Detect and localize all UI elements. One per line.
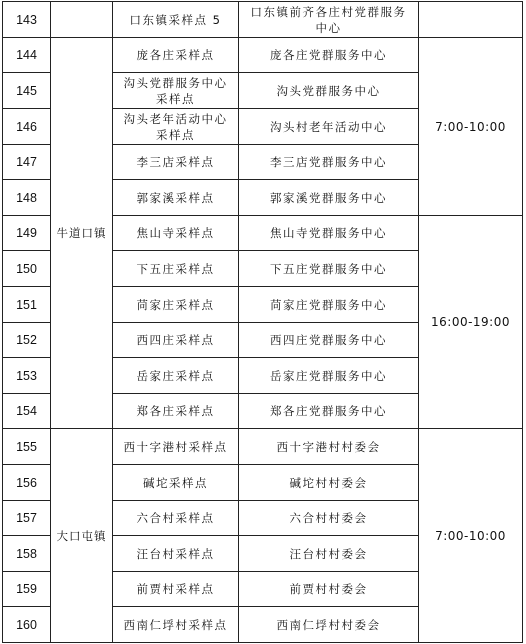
row-number: 143: [3, 2, 51, 38]
host-location: 沟头村老年活动中心: [239, 109, 419, 145]
sampling-point-name: 西四庄采样点: [113, 323, 239, 358]
time-cell: [419, 2, 523, 38]
time-cell: 7:00-10:00: [419, 38, 523, 216]
row-number: 151: [3, 287, 51, 323]
time-cell: 16:00-19:00: [419, 216, 523, 429]
host-location: 焦山寺党群服务中心: [239, 216, 419, 251]
host-location: 西南仁垺村村委会: [239, 607, 419, 643]
sampling-point-name: 郑各庄采样点: [113, 394, 239, 429]
row-number: 157: [3, 501, 51, 536]
row-number: 159: [3, 572, 51, 607]
sampling-point-name: 汪台村采样点: [113, 536, 239, 572]
row-number: 147: [3, 145, 51, 180]
town-cell: 大口屯镇: [51, 429, 113, 643]
host-location: 苘家庄党群服务中心: [239, 287, 419, 323]
host-location: 岳家庄党群服务中心: [239, 358, 419, 394]
table-row: [3, 38, 523, 73]
host-location: 沟头党群服务中心: [239, 73, 419, 109]
row-number: 153: [3, 358, 51, 394]
sampling-point-name: 岳家庄采样点: [113, 358, 239, 394]
sampling-point-name: 口东镇采样点 5: [113, 2, 239, 38]
host-location: 庞各庄党群服务中心: [239, 38, 419, 73]
host-location: 碱坨村村委会: [239, 465, 419, 501]
sampling-point-name: 郭家溪采样点: [113, 180, 239, 216]
town-cell: 牛道口镇: [51, 38, 113, 429]
host-location: 郭家溪党群服务中心: [239, 180, 419, 216]
row-number: 154: [3, 394, 51, 429]
sampling-point-name: 苘家庄采样点: [113, 287, 239, 323]
host-location: 汪台村村委会: [239, 536, 419, 572]
sampling-point-name: 六合村采样点: [113, 501, 239, 536]
row-number: 146: [3, 109, 51, 145]
sampling-points-table: [2, 1, 523, 643]
sampling-point-name: 焦山寺采样点: [113, 216, 239, 251]
host-location: 口东镇前齐各庄村党群服务中心: [239, 2, 419, 38]
row-number: 155: [3, 429, 51, 465]
row-number: 145: [3, 73, 51, 109]
host-location: 六合村村委会: [239, 501, 419, 536]
host-location: 西四庄党群服务中心: [239, 323, 419, 358]
host-location: 前贾村村委会: [239, 572, 419, 607]
sampling-point-name: 庞各庄采样点: [113, 38, 239, 73]
row-number: 149: [3, 216, 51, 251]
row-number: 144: [3, 38, 51, 73]
sampling-point-name: 西十字港村采样点: [113, 429, 239, 465]
host-location: 李三店党群服务中心: [239, 145, 419, 180]
row-number: 150: [3, 251, 51, 287]
host-location: 西十字港村村委会: [239, 429, 419, 465]
sampling-point-name: 前贾村采样点: [113, 572, 239, 607]
sampling-point-name: 西南仁垺村采样点: [113, 607, 239, 643]
time-cell: 7:00-10:00: [419, 429, 523, 643]
town-cell: [51, 2, 113, 38]
row-number: 160: [3, 607, 51, 643]
sampling-point-name: 李三店采样点: [113, 145, 239, 180]
sampling-point-name: 碱坨采样点: [113, 465, 239, 501]
table-row: [3, 2, 523, 38]
host-location: 下五庄党群服务中心: [239, 251, 419, 287]
row-number: 148: [3, 180, 51, 216]
host-location: 郑各庄党群服务中心: [239, 394, 419, 429]
row-number: 158: [3, 536, 51, 572]
sampling-point-name: 沟头党群服务中心采样点: [113, 73, 239, 109]
row-number: 152: [3, 323, 51, 358]
sampling-point-name: 下五庄采样点: [113, 251, 239, 287]
sampling-point-name: 沟头老年活动中心采样点: [113, 109, 239, 145]
table-row: [3, 429, 523, 465]
row-number: 156: [3, 465, 51, 501]
